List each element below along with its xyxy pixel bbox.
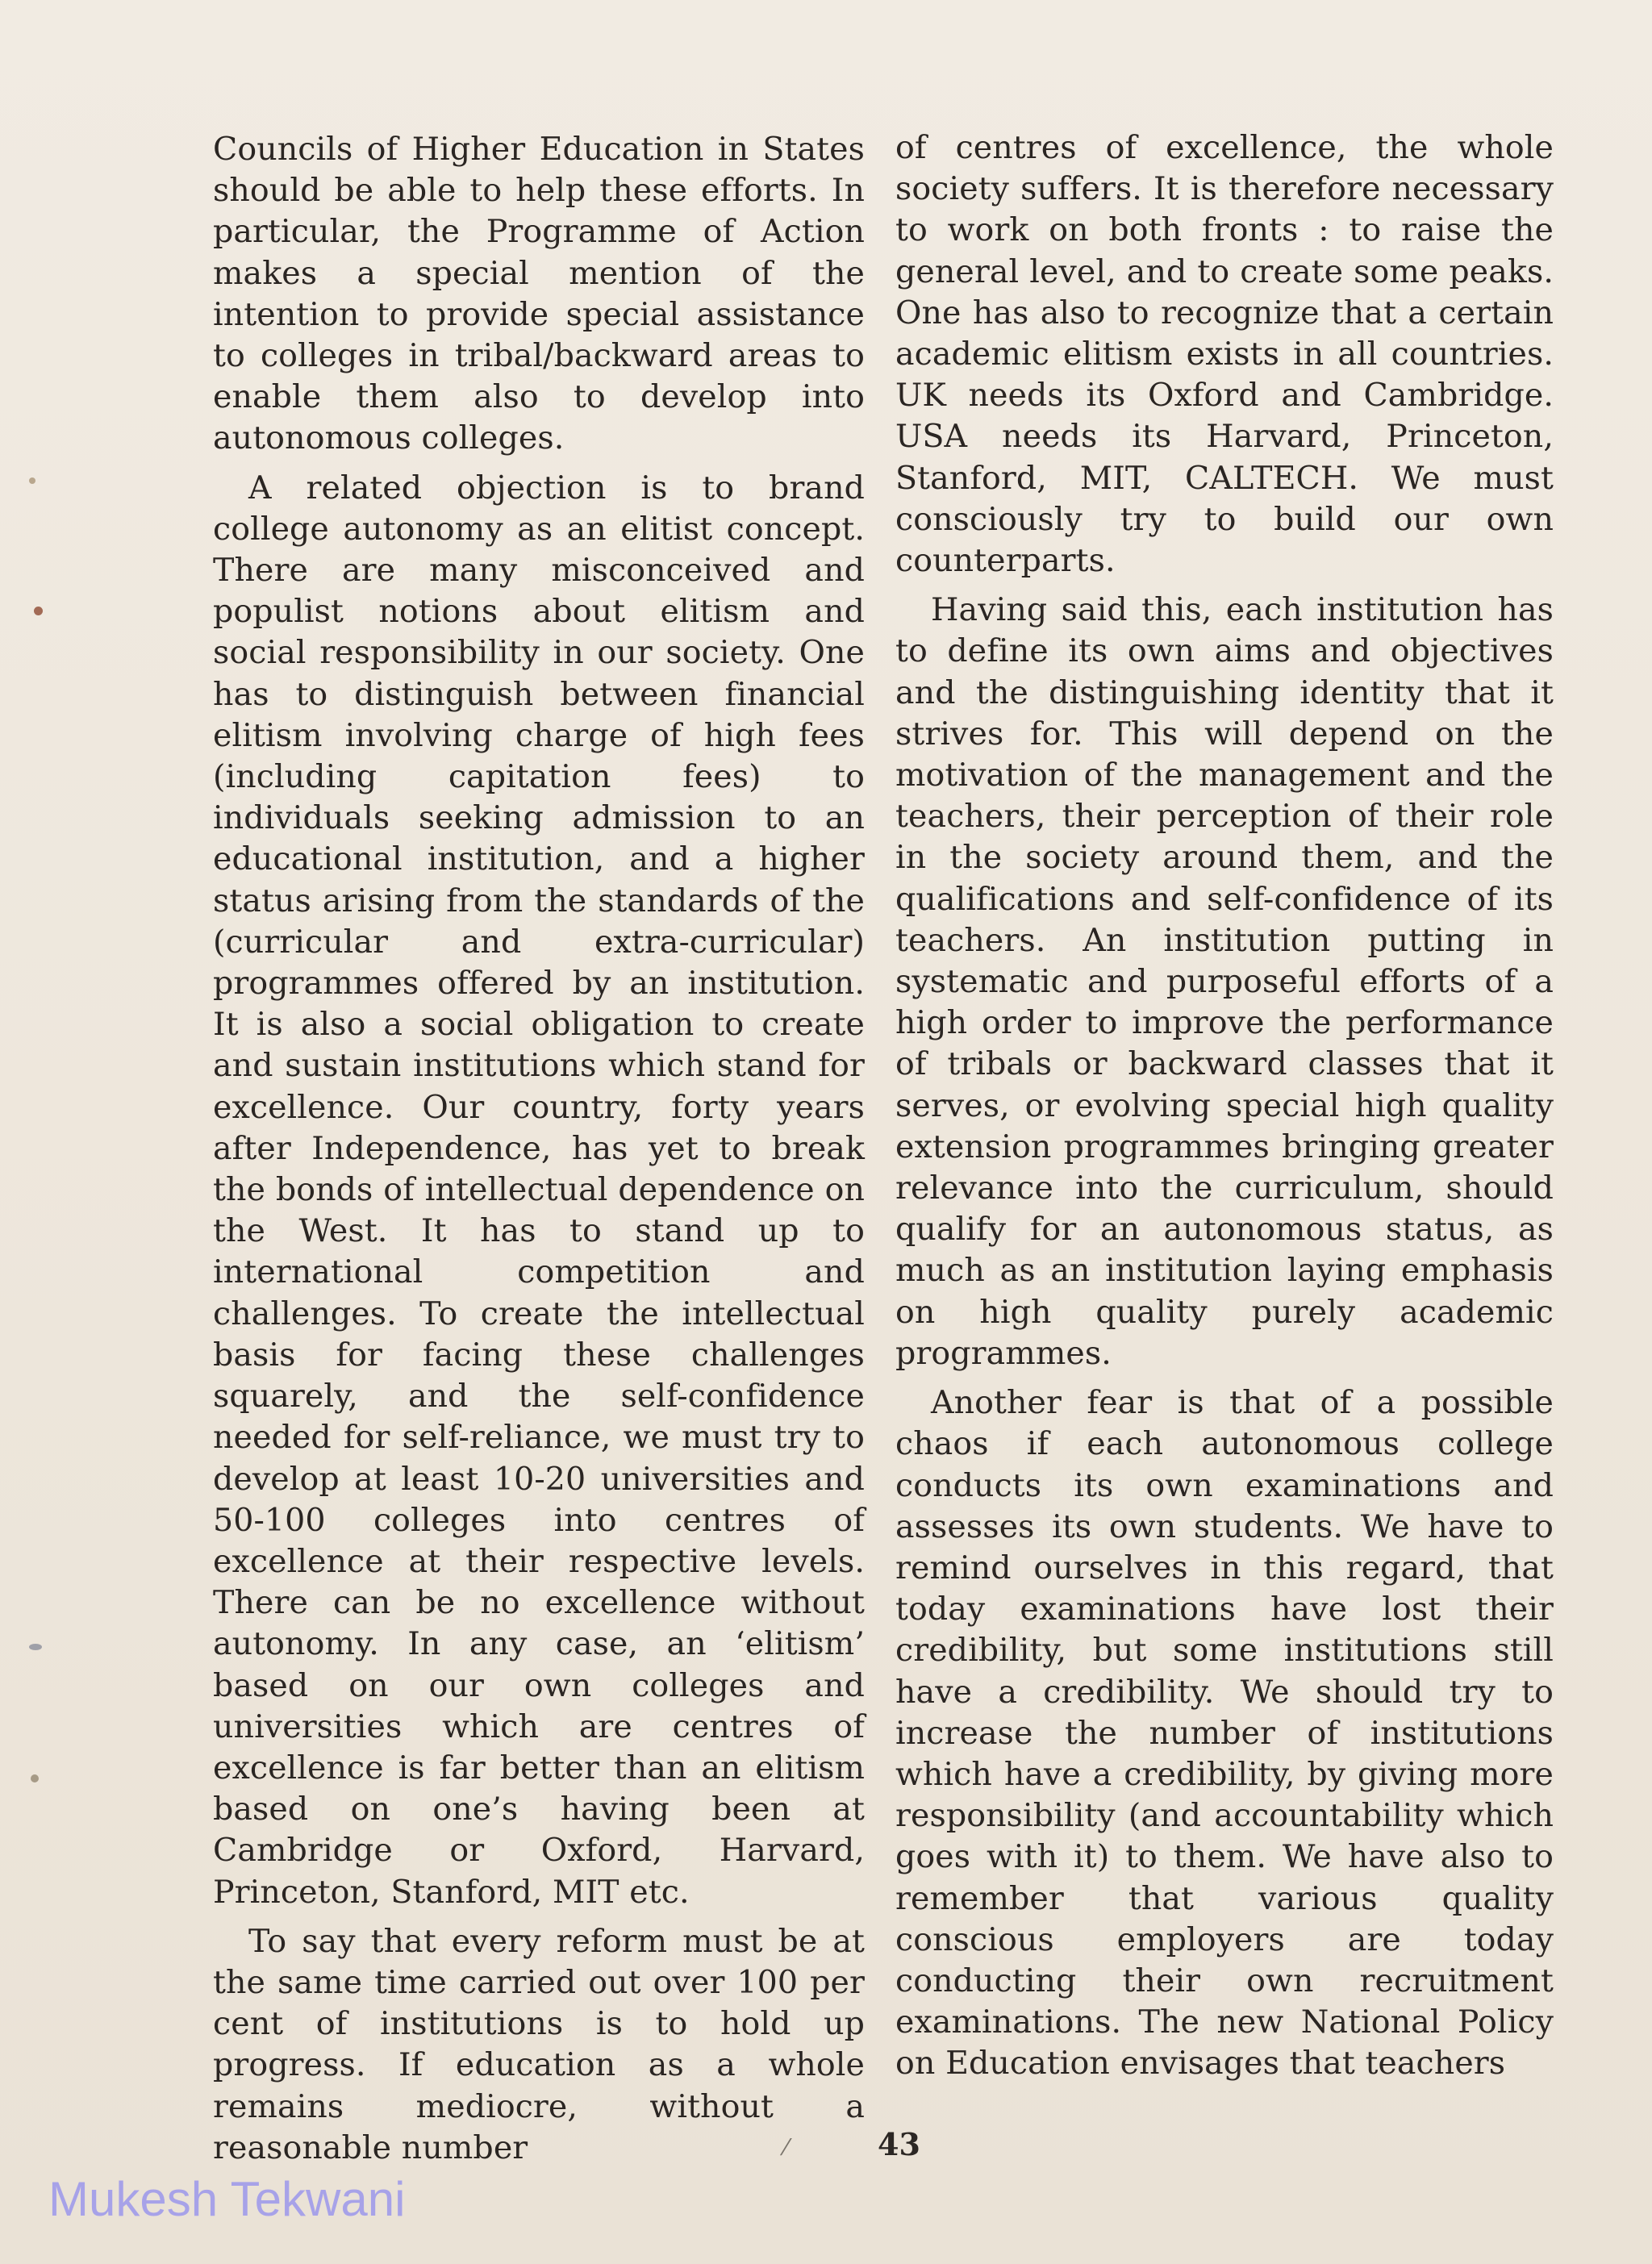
paragraph: Councils of Higher Education in States should be able to help these efforts. In particular, the Programme of Action makes a special mention of the intention to provide special assistance to colleges in tribal/backward areas to enable them also to develop into autonomous colleges. bbox=[213, 131, 865, 457]
paragraph: Having said this, each institution has to define its own aims and objectives and the distinguishing identity that it strives for. This will depend on the motivation of the management and the teachers, their perception of their role in the society around them, and the qualifications and self-confidence of its teachers. An institution putting in systematic and purposeful efforts of a high order to improve the performance of tribals or backward classes that it serves, or evolving special high quality extension programmes bringing greater relevance into the curriculum, should qualify for an autonomous status, as much as an institution laying emphasis on high quality purely academic programmes. bbox=[895, 591, 1554, 1372]
right-text-column bbox=[895, 127, 1554, 2093]
page-number: 43 bbox=[878, 2126, 920, 2162]
punch-hole-mark bbox=[29, 1644, 42, 1650]
pen-tick-mark: ⁄ bbox=[784, 2134, 788, 2161]
punch-hole-mark bbox=[31, 1774, 39, 1782]
paragraph: of centres of excellence, the whole society suffers. It is therefore necessary to work on both fronts : to raise the general level, and to create some peaks. One has also to recognize that a certain academic elitism exists in all countries. UK needs its Oxford and Cambridge. USA needs its Harvard, Princeton, Stanford, MIT, CALTECH. We must consciously try to build our own counterparts. bbox=[895, 129, 1554, 580]
paragraph: Another fear is that of a possible chaos if each autonomous college conducts its own examinations and assesses its own students. We have to remind ourselves in this regard, that today examinations have lost their credibility, but some institutions still have a credibility. We should try to increase the number of institutions which have a credibility, by giving more responsibility (and accountability which goes with it) to them. We have also to remember that various quality conscious employers are today conducting their own recruitment examinations. The new National Policy on Education envisages that teachers bbox=[895, 1384, 1554, 2083]
paragraph: A related objection is to brand college autonomy as an elitist concept. There are many misconceived and populist notions about elitism and social responsibility in our society. One has to distinguish between financial elitism involving charge of high fees (including capitation fees) to individuals seeking admission to an educational institution, and a higher status arising from the standards of the (curricular and extra-curricular) programmes offered by an institution. It is also a social obligation to create and sustain institutions which stand for excellence. Our country, forty years after Independence, has yet to break the bonds of intellectual dependence on the West. It has to stand up to international competition and challenges. To create the intellectual basis for facing these challenges squarely, and the self-confidence needed for self-reliance, we must try to develop at least 10-20 universities and 50-100 colleges into centres of excellence at their respective levels. There can be no excellence without autonomy. In any case, an ‘elitism’ based on our own colleges and universities which are centres of excellence is far better than an elitism based on one’s having been at Cambridge or Oxford, Harvard, Princeton, Stanford, MIT etc. bbox=[213, 469, 865, 1911]
watermark-text: Mukesh Tekwani bbox=[48, 2172, 406, 2226]
left-text-column bbox=[213, 129, 865, 2177]
punch-hole-mark bbox=[34, 607, 43, 615]
punch-hole-mark bbox=[29, 477, 35, 484]
paragraph: To say that every reform must be at the same time carried out over 100 per cent of institutions is to hold up progress. If education as a whole remains mediocre, without a reasonable number bbox=[213, 1922, 865, 2166]
